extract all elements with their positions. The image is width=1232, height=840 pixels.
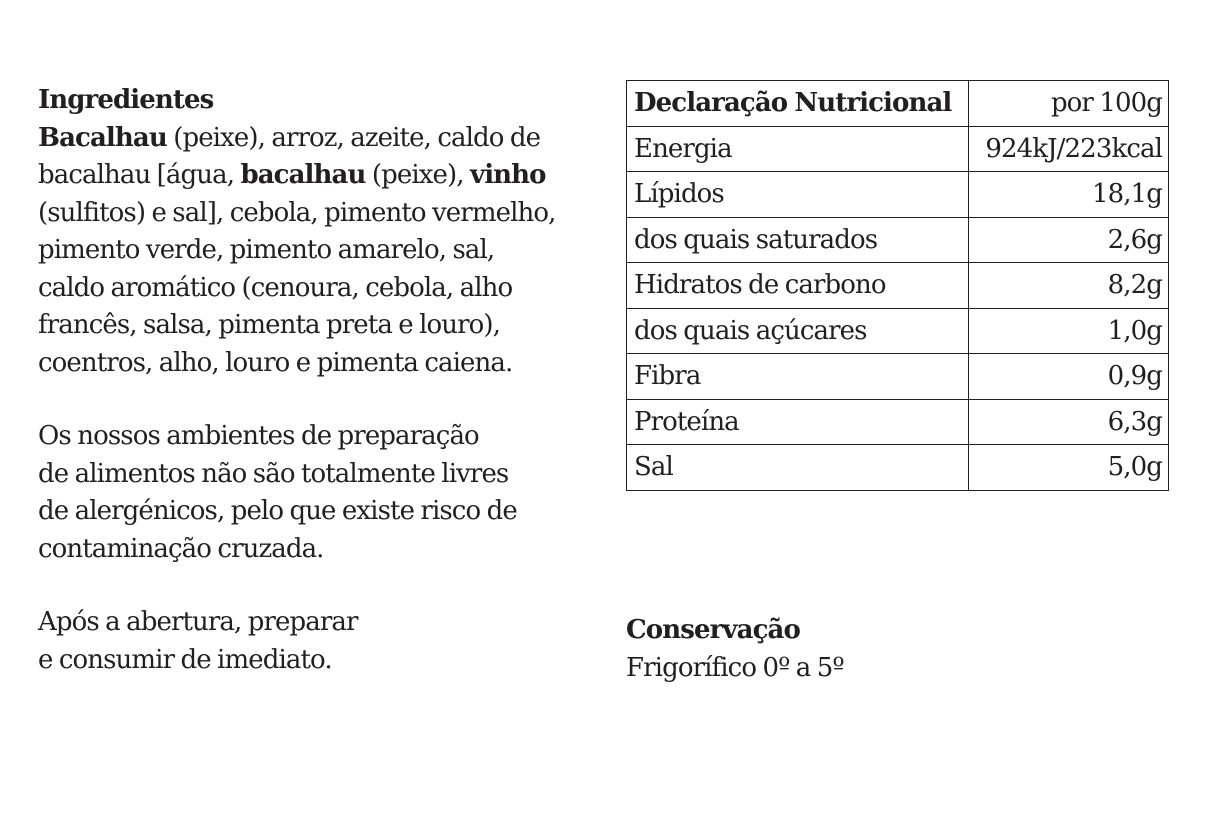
ingredient-text: (sulfitos) e sal], cebola, pimento vermelho, xyxy=(38,197,556,228)
nutrient-label: Fibra xyxy=(627,354,969,400)
allergen-line: contaminação cruzada. xyxy=(38,533,324,564)
allergen-line: de alergénicos, pelo que existe risco de xyxy=(38,496,517,526)
ingredients-heading: Ingredientes xyxy=(38,85,214,115)
table-row xyxy=(627,217,1169,263)
nutrient-label: Lípidos xyxy=(627,172,969,218)
ingredients-line xyxy=(38,307,618,345)
nutrient-label: Proteína xyxy=(627,399,969,445)
ingredient-text: bacalhau [água, xyxy=(38,160,241,190)
ingredient-text: (peixe), xyxy=(365,160,470,190)
ingredients-line xyxy=(38,345,618,383)
allergen-line: de alimentos não são totalmente livres xyxy=(38,458,509,489)
ingredients-section xyxy=(38,82,618,382)
ingredients-line xyxy=(38,270,618,308)
nutrient-value: 1,0g xyxy=(969,308,1169,354)
table-row xyxy=(627,445,1169,491)
nutrient-label: Sal xyxy=(627,445,969,491)
ingredients-line xyxy=(38,157,618,195)
nutrient-value: 0,9g xyxy=(969,354,1169,400)
nutrient-value: 924kJ/223kcal xyxy=(969,126,1169,172)
opening-line: e consumir de imediato. xyxy=(38,644,332,675)
ingredient-text: francês, salsa, pimenta preta e louro), xyxy=(38,310,501,340)
nutrient-value: 5,0g xyxy=(969,445,1169,491)
table-row xyxy=(627,126,1169,172)
ingredients-list xyxy=(38,120,618,383)
ingredient-text: coentros, alho, louro e pimenta caiena. xyxy=(38,347,513,378)
nutrient-label: Energia xyxy=(627,126,969,172)
nutrient-value: 8,2g xyxy=(969,263,1169,309)
nutrient-value: 2,6g xyxy=(969,217,1169,263)
nutrient-label: dos quais açúcares xyxy=(627,308,969,354)
table-row xyxy=(627,308,1169,354)
ingredients-line xyxy=(38,232,618,270)
nutrition-header-label: Declaração Nutricional xyxy=(627,81,969,127)
ingredients-line xyxy=(38,195,618,233)
table-row xyxy=(627,263,1169,309)
table-row xyxy=(627,399,1169,445)
allergen-line: Os nossos ambientes de preparação xyxy=(38,421,479,451)
ingredient-text: caldo aromático (cenoura, cebola, alho xyxy=(38,272,513,303)
conservation-section xyxy=(626,612,844,687)
opening-line: Após a abertura, preparar xyxy=(38,607,358,637)
allergen-notice xyxy=(38,418,618,568)
conservation-heading: Conservação xyxy=(626,615,800,645)
ingredients-line xyxy=(38,120,618,158)
opening-notice xyxy=(38,604,618,679)
nutrition-table xyxy=(626,80,1169,491)
nutrient-label: dos quais saturados xyxy=(627,217,969,263)
table-row xyxy=(627,354,1169,400)
nutrient-value: 6,3g xyxy=(969,399,1169,445)
nutrition-header-unit: por 100g xyxy=(969,81,1169,127)
conservation-text: Frigorífico 0º a 5º xyxy=(626,652,844,683)
table-row xyxy=(627,172,1169,218)
nutrition-header-row xyxy=(627,81,1169,127)
ingredient-emphasis: Bacalhau xyxy=(38,122,167,153)
left-column xyxy=(38,82,618,679)
ingredient-emphasis: bacalhau xyxy=(240,160,366,190)
ingredient-emphasis: vinho xyxy=(469,160,546,190)
ingredient-text: pimento verde, pimento amarelo, sal, xyxy=(38,235,495,265)
nutrient-value: 18,1g xyxy=(969,172,1169,218)
nutrient-label: Hidratos de carbono xyxy=(627,263,969,309)
ingredient-text: (peixe), arroz, azeite, caldo de xyxy=(166,122,541,153)
